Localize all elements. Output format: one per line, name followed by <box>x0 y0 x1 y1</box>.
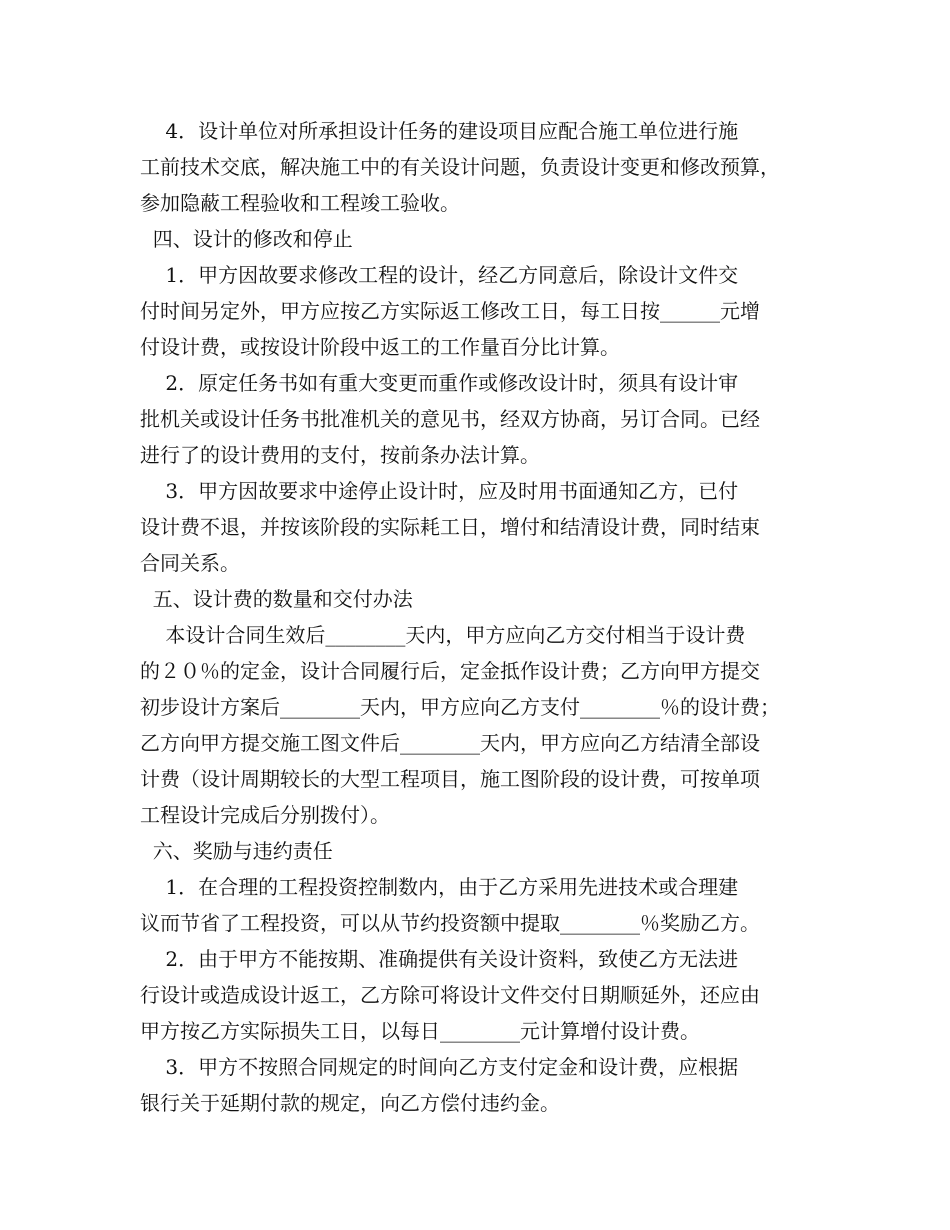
text-line: 合同关系。 <box>140 551 240 575</box>
text-line: 4．设计单位对所承担设计任务的建设项目应配合施工单位进行施 <box>140 119 739 143</box>
text-line: 设计费不退，并按该阶段的实际耗工日，增付和结清设计费，同时结束 <box>140 515 760 539</box>
text-line: 银行关于延期付款的规定，向乙方偿付违约金。 <box>140 1091 560 1115</box>
text-line: 本设计合同生效后________天内，甲方应向乙方交付相当于设计费 <box>140 623 746 647</box>
text-line: 2．由于甲方不能按期、准确提供有关设计资料，致使乙方无法进 <box>140 947 739 971</box>
text-line: 进行了的设计费用的支付，按前条办法计算。 <box>140 443 540 467</box>
text-line: 2．原定任务书如有重大变更而重作或修改设计时，须具有设计审 <box>140 371 739 395</box>
text-line: 1．甲方因故要求修改工程的设计，经乙方同意后，除设计文件交 <box>140 263 739 287</box>
text-line: 工前技术交底，解决施工中的有关设计问题，负责设计变更和修改预算， <box>140 155 780 179</box>
section-heading: 六、奖励与违约责任 <box>140 839 333 863</box>
contract-text <box>140 113 830 1121</box>
text-line: 议而节省了工程投资，可以从节约投资额中提取________％奖励乙方。 <box>140 911 760 935</box>
section-heading: 四、设计的修改和停止 <box>140 227 353 251</box>
text-line: 工程设计完成后分别拨付）。 <box>140 803 390 827</box>
text-line: 行设计或造成设计返工，乙方除可将设计文件交付日期顺延外，还应由 <box>140 983 760 1007</box>
text-line: 3．甲方因故要求中途停止设计时，应及时用书面通知乙方，已付 <box>140 479 739 503</box>
text-line: 的２０％的定金，设计合同履行后，定金抵作设计费；乙方向甲方提交 <box>140 659 760 683</box>
text-line: 初步设计方案后________天内，甲方应向乙方支付________％的设计费； <box>140 695 780 719</box>
text-line: 计费（设计周期较长的大型工程项目，施工图阶段的设计费，可按单项 <box>140 767 760 791</box>
text-line: 1．在合理的工程投资控制数内，由于乙方采用先进技术或合理建 <box>140 875 739 899</box>
text-line: 甲方按乙方实际损失工日，以每日________元计算增付设计费。 <box>140 1019 700 1043</box>
text-line: 参加隐蔽工程验收和工程竣工验收。 <box>140 191 460 215</box>
section-heading: 五、设计费的数量和交付办法 <box>140 587 413 611</box>
text-line: 乙方向甲方提交施工图文件后________天内，甲方应向乙方结清全部设 <box>140 731 760 755</box>
text-line: 批机关或设计任务书批准机关的意见书，经双方协商，另订合同。已经 <box>140 407 760 431</box>
text-line: 付时间另定外，甲方应按乙方实际返工修改工日，每工日按______元增 <box>140 299 760 323</box>
text-line: 付设计费，或按设计阶段中返工的工作量百分比计算。 <box>140 335 620 359</box>
text-line: 3．甲方不按照合同规定的时间向乙方支付定金和设计费，应根据 <box>140 1055 739 1079</box>
